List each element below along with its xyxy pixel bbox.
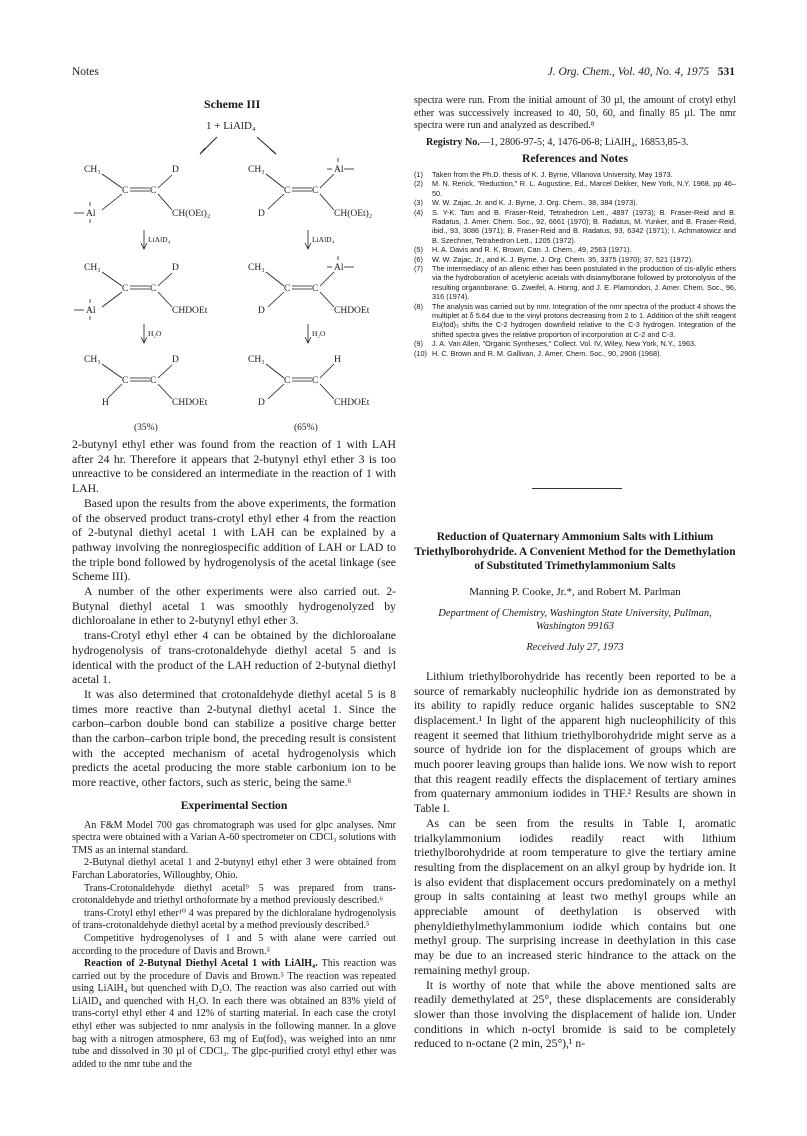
journal-citation: J. Org. Chem., Vol. 40, No. 4, 1975	[547, 66, 710, 78]
reference-text: M. N. Rerick, "Reduction," R. L. Augustine, Ed., Marcel Dekker, New York, N.Y. 1968, pp 46–50.	[432, 179, 736, 198]
ch3-label: CH₃	[248, 263, 265, 273]
paragraph	[72, 958, 396, 1071]
ch3-label: CH₃	[84, 263, 101, 273]
reference-item	[414, 198, 736, 207]
h-label: H	[334, 355, 341, 365]
chdoet-label: CHDOEt	[172, 398, 208, 408]
references-heading: References and Notes	[521, 152, 629, 166]
reference-number: (4)	[414, 207, 423, 217]
paragraph: 2-butynyl ethyl ether was found from the reaction of 1 with LAH after 24 hr. Therefore it appears that 2-butynyl ethyl ether 3 is too unreactive to be considered an intermediate in the reaction of 1 with LAH.	[72, 438, 396, 496]
carbon-label: C	[122, 186, 129, 196]
paragraph: Competitive hydrogenolyses of 1 and 5 with alane were carried out according to the procedure of Davis and Brown.⁵	[72, 932, 396, 957]
reference-text: J. A. Van Allen, "Organic Syntheses," Collect. Vol. IV, Wiley, New York, N.Y., 1963.	[432, 339, 697, 349]
article-authors: Manning P. Cooke, Jr.*, and Robert M. Parlman	[469, 585, 681, 598]
reference-item	[414, 245, 736, 254]
reference-number: (2)	[414, 179, 423, 189]
scheme-title: Scheme III	[204, 97, 261, 111]
carbon-label: C	[284, 376, 291, 386]
reference-number: (9)	[414, 339, 423, 349]
reference-number: (10)	[414, 348, 427, 358]
article-body	[414, 670, 736, 1052]
carbon-label: C	[284, 186, 291, 196]
received-date: Received July 27, 1973	[526, 641, 624, 653]
carbon-label: C	[312, 376, 319, 386]
reference-item	[414, 302, 736, 340]
carbon-label: C	[122, 284, 129, 294]
paragraph: Trans-Crotonaldehyde diethyl acetal⁹ 5 was prepared from trans-crotonaldehyde and triethyl orthoformate by a method previously described.⁶	[72, 882, 396, 907]
scheme-diagram	[72, 92, 402, 454]
page-number: 531	[717, 66, 735, 78]
paragraph: Lithium triethylborohydride has recently been reported to be a source of remarkably nucleophilic hydride ion as demonstrated by its ability to rapidly reduce organic halides susceptable to SN2 displacement.¹ In light of the apparent high nucleophilicity of this reagent it seemed that lithium triethylborohydride might serve as a source of hydride ion for the displacement of groups which are much poorer leaving groups than halide ions. We now wish to report that this reagent readily effects the displacement of tertiary amines from quaternary ammonium iodides in THF.² Results are shown in Table I.	[414, 669, 736, 816]
chdoet-label: CHDOEt	[334, 398, 370, 408]
d-label: D	[258, 398, 265, 408]
paragraph-text: This reaction was carried out by the procedure of Davis and Brown.⁵ The reaction was repeated using LiAlH₄ but quenched with D₂O. The reaction was also carried out with LiAlD₄ and quenched with H₂O. In each there was obtained an 83% yield of trans-cortyl ethyl ether 4 and 12% of starting material. In each case the crotyl ethyl ether was subjected to nmr analysis in the following manner. In a glove bag with a nitrogen atmosphere, 63 mg of Eu(fod)₃ was weighed into an nmr tube and dissolved in 30 µl of CDCl₃. The glpc-purified crotyl ethyl ether was added to the nmr tube and the	[72, 958, 396, 1070]
registry-line	[414, 137, 736, 150]
reference-item	[414, 170, 736, 179]
reference-text: The analysis was carried out by nmr. Integration of the nmr spectra of the product 4 shows the multiplet at δ 5.64 due to the vinyl protons decreasing from 2 to 1. Addition of the shift reagent Eu(fod)₃ shifts the C-2 hydrogen downfield relative to the C-3 hydrogen. Integration of the shifted spectra gives the relative proportion of incorporation at C-2 and C-3.	[432, 301, 736, 339]
d-label: D	[258, 306, 265, 316]
paragraph: trans-Crotyl ethyl ether¹⁰ 4 was prepared by the dichloralane hydrogenolysis of trans-crotonaldehyde diethyl acetal by a method previously described.⁵	[72, 907, 396, 932]
d-label: D	[172, 355, 179, 365]
carbon-label: C	[284, 284, 291, 294]
paragraph: An F&M Model 700 gas chromatograph was used for glpc analyses. Nmr spectra were obtained with a Varian A-60 spectrometer on CDCl₃ solutions with TMS as an internal standard.	[72, 819, 396, 856]
reference-number: (3)	[414, 198, 423, 208]
carbon-label: C	[150, 186, 157, 196]
al-label: Al	[334, 165, 344, 175]
carbon-label: C	[150, 376, 157, 386]
right-column-top	[414, 95, 736, 358]
run-in-heading: Reaction of 2-Butynal Diethyl Acetal 1 with LiAlH₄.	[84, 958, 318, 970]
scheme-reagents: 1 + LiAlD₄	[206, 120, 256, 132]
experimental-section	[72, 820, 396, 1072]
paragraph: As can be seen from the results in Table I, aromatic trialkylammonium iodides readily react with lithium triethylborohydride at room temperature to give the tertiary amine resulting from the displacement on an alkyl group by hydride ion. It is also evident that displacement occurs predominately on a methyl group in salts containing at least two methyl groups while an appreciable amount of deethylation is observed with phenyldiethylmethylammonium iodide which contains but one methyl group. The surprising increase in deethylation in this case may be due to an increased steric hindrance to the attack on the remaining methyl group.	[414, 816, 736, 977]
carbon-label: C	[312, 284, 319, 294]
al-label: Al	[86, 209, 96, 219]
reagent-label: LiAlD₄	[312, 235, 335, 244]
reference-number: (5)	[414, 245, 423, 255]
yield-right: (65%)	[294, 423, 318, 433]
registry-label: Registry No.	[426, 136, 480, 148]
running-header-left: Notes	[72, 66, 99, 78]
reference-item	[414, 349, 736, 358]
chdoet-label: CHDOEt	[334, 306, 370, 316]
reference-item	[414, 264, 736, 302]
paragraph: It was also determined that crotonaldehyde diethyl acetal 5 is 8 times more reactive than 2-butynal diethyl acetal 1. Since the carbon–carbon double bond can stabilize a positive charge better than the carbon–carbon triple bond, the preceding result is consistent with the accepted mechanism of acetal hydrogenolysis which predicts the acetal producing the more stable carbonium ion to be more reactive, other factors, such as steric, being the same.⁶	[72, 687, 396, 790]
reference-number: (6)	[414, 254, 423, 264]
reference-text: W. W. Zajac, Jr. and K. J. Byrne, J. Org. Chem., 38, 384 (1973).	[432, 198, 638, 208]
reference-text: Taken from the Ph.D. thesis of K. J. Byrne, Villanova University, May 1973.	[432, 169, 673, 179]
reference-text: H. A. Davis and R. K. Brown, Can. J. Chem., 49, 2563 (1971).	[432, 245, 632, 255]
ch3-label: CH₃	[248, 355, 265, 365]
ch3-label: CH₃	[84, 355, 101, 365]
ch3-label: CH₃	[84, 165, 101, 175]
reagent-label: H₂O	[312, 329, 326, 338]
reference-text: The intermediacy of an allenic ether has been postulated in the production of cis-allylic ethers via the hydroboration of acetylenic acetals with disiamylborane followed by protonolysis of the resulting organoborane: G. Zweifel, A. Horng, and J. E. Plamondon, J. Amer. Chem. Soc., 96, 316 (1974).	[432, 264, 736, 302]
carbon-label: C	[312, 186, 319, 196]
reference-item	[414, 255, 736, 264]
reference-number: (8)	[414, 301, 423, 311]
al-label: Al	[86, 306, 96, 316]
reference-number: (1)	[414, 169, 423, 179]
paragraph: 2-Butynal diethyl acetal 1 and 2-butynyl ethyl ether 3 were obtained from Farchan Laboratories, Willoughby, Ohio.	[72, 857, 396, 881]
paragraph: A number of the other experiments were also carried out. 2-Butynal diethyl acetal 1 was smoothly hydrogenolyzed by dichloroalane in ether to 2-butynyl ethyl ether 3.	[72, 585, 396, 628]
acetal-label: CH(OEt)₂	[334, 209, 373, 219]
registry-numbers: —1, 2806-97-5; 4, 1476-06-8; LiAlH₄, 16853,85-3.	[479, 136, 689, 148]
yield-left: (35%)	[134, 423, 158, 433]
reference-item	[414, 179, 736, 198]
running-header-right	[548, 66, 735, 78]
d-label: D	[172, 165, 179, 175]
article-affiliation: Department of Chemistry, Washington State University, Pullman, Washington 99163	[438, 607, 712, 632]
divider	[532, 488, 622, 489]
left-column	[72, 438, 396, 1071]
reference-item	[414, 208, 736, 246]
paragraph: spectra were run. From the initial amount of 30 µl, the amount of crotyl ethyl ether was successively increased to 40, 50, 60, and finally 85 µl. The nmr spectra were run and analyzed as described.⁸	[414, 95, 736, 132]
reference-list	[414, 170, 736, 358]
chdoet-label: CHDOEt	[172, 306, 208, 316]
h-label: H	[102, 398, 109, 408]
reference-item	[414, 339, 736, 348]
paragraph: It is worthy of note that while the above mentioned salts are readily demethylated at 25°, these displacements are considerably slower than those involving the displacement of halide ion. Under conditions in which n-octyl bromide is said to be completely reduced to n-octane (2 min, 25°),¹ n-	[414, 978, 736, 1051]
article-block	[414, 530, 736, 1052]
al-label: Al	[334, 263, 344, 273]
carbon-label: C	[122, 376, 129, 386]
reference-text: S. Y-K. Tam and B. Fraser-Reid, Tetrahedron Lett., 4897 (1973); B. Fraser-Reid and B. Radatus, J. Amer. Chem. Soc., 92, 6661 (1970); B. Radatus, M. Yunker, and B. Fraser-Reid, ibid., 93, 3086 (1971); B. Fraser-Reid and B. Radatus, 93, 6342 (1971); I. Achmatowicz and B. Szechner, Tetrahedron Lett., 1205 (1972).	[432, 207, 736, 245]
article-title: Reduction of Quaternary Ammonium Salts with Lithium Triethylborohydride. A Convenient Method for the Demethylation of Substituted Trimethylammonium Salts	[414, 531, 736, 572]
section-heading: Experimental Section	[180, 798, 288, 812]
carbon-label: C	[150, 284, 157, 294]
ch3-label: CH₃	[248, 165, 265, 175]
acetal-label: CH(OEt)₂	[172, 209, 211, 219]
paragraph: Based upon the results from the above experiments, the formation of the observed product trans-crotyl ethyl ether 4 from the reaction of 2-butynal diethyl acetal 1 with LAH can be explained by a pathway involving the nonregiospecific addition of LAH or LAD to the triple bond followed by hydrogenolysis of the acetal linkage (see Scheme III).	[72, 496, 396, 584]
d-label: D	[172, 263, 179, 273]
paragraph: trans-Crotyl ethyl ether 4 can be obtained by the dichloroalane hydrogenolysis of trans-crotonaldehyde diethyl acetal 5 and is identical with the product of the LAH reduction of 2-butynal diethyl acetal 1.	[72, 629, 396, 687]
reagent-label: H₂O	[148, 329, 162, 338]
reference-number: (7)	[414, 264, 423, 274]
d-label: D	[258, 209, 265, 219]
reagent-label: LiAlD₄	[148, 235, 171, 244]
reference-text: W. W. Zajac, Jr., and K. J. Byrne, J. Org. Chem. 35, 3375 (1970); 37, 521 (1972).	[432, 254, 694, 264]
reference-text: H. C. Brown and R. M. Gallivan, J. Amer. Chem. Soc., 90, 2906 (1968).	[432, 348, 662, 358]
